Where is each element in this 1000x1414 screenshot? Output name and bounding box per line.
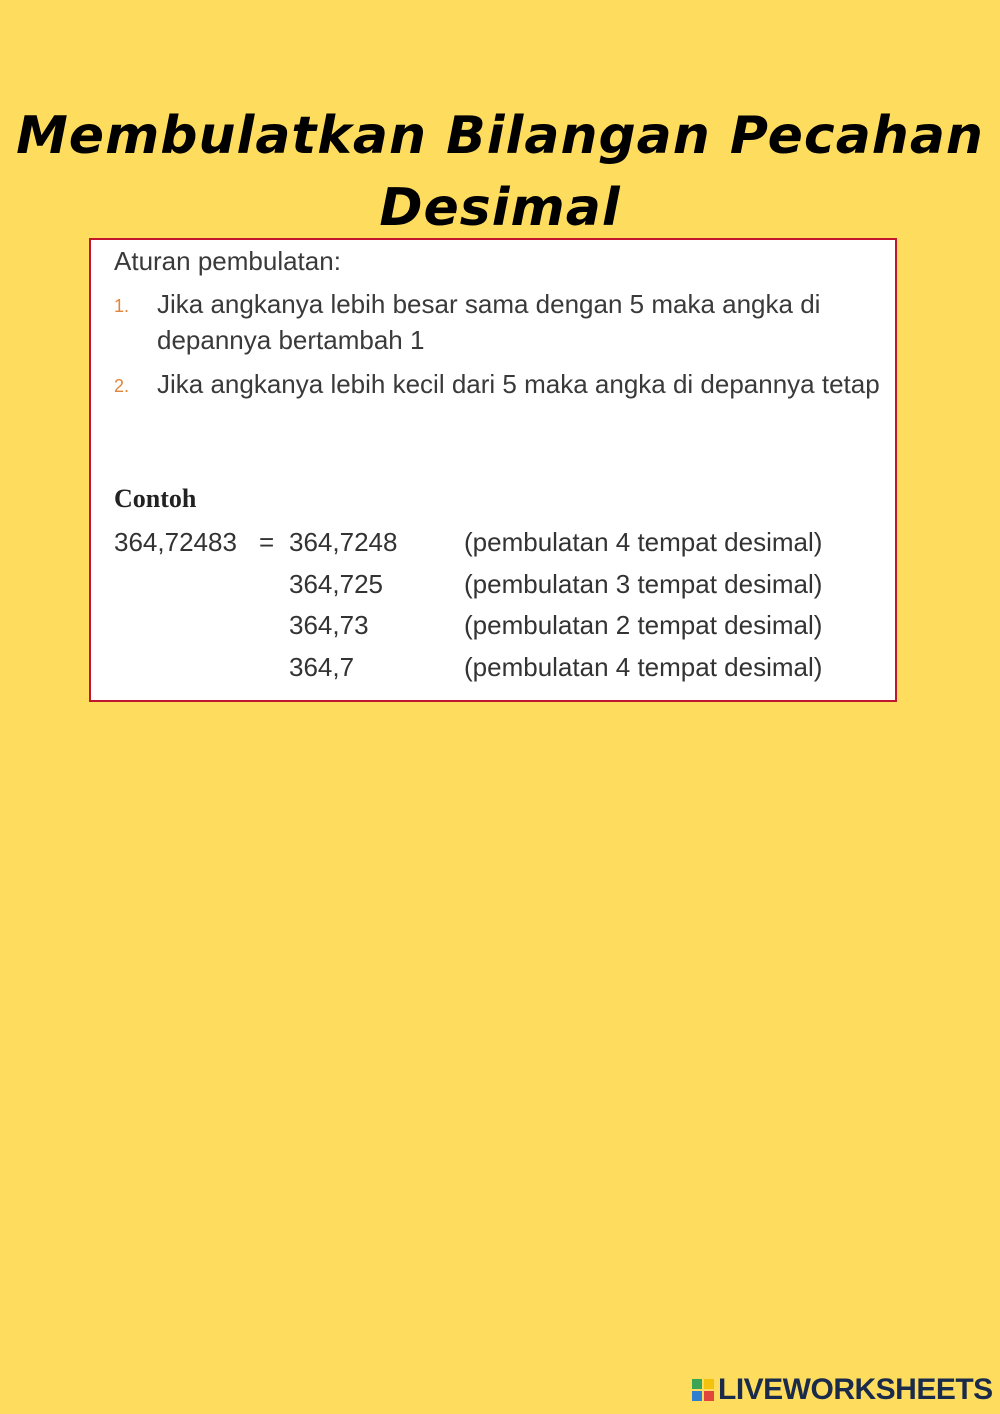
example-heading: Contoh: [114, 484, 197, 513]
rule-text: Jika angkanya lebih kecil dari 5 maka angka di depannya tetap: [157, 369, 880, 399]
logo-square: [704, 1379, 714, 1389]
rule-text: Jika angkanya lebih besar sama dengan 5 maka angka di depannya bertambah 1: [157, 289, 821, 355]
logo-text: LIVEWORKSHEETS: [718, 1373, 993, 1406]
rule-number: 2.: [114, 376, 130, 396]
page-title: Membulatkan Bilangan Pecahan Desimal: [16, 106, 984, 238]
rounding-description: (pembulatan 4 tempat desimal): [464, 652, 823, 682]
rounding-description: (pembulatan 2 tempat desimal): [464, 610, 823, 640]
logo-square: [692, 1379, 702, 1389]
rounded-value: 364,73: [289, 610, 369, 640]
rules-heading: Aturan pembulatan:: [114, 246, 341, 276]
rounded-value: 364,7: [289, 652, 355, 682]
rule-number: 1.: [114, 296, 130, 316]
liveworksheets-logo: [692, 1374, 993, 1406]
rounding-rules-card: [89, 238, 897, 702]
logo-square: [692, 1391, 702, 1401]
logo-grid-icon: [692, 1379, 714, 1401]
original-number: 364,72483: [114, 527, 237, 557]
rounded-value: 364,7248: [289, 527, 398, 557]
logo-square: [704, 1391, 714, 1401]
rounding-description: (pembulatan 3 tempat desimal): [464, 569, 823, 599]
equals-sign: =: [259, 527, 275, 557]
rounding-description: (pembulatan 4 tempat desimal): [464, 527, 823, 557]
rounded-value: 364,725: [289, 569, 383, 599]
